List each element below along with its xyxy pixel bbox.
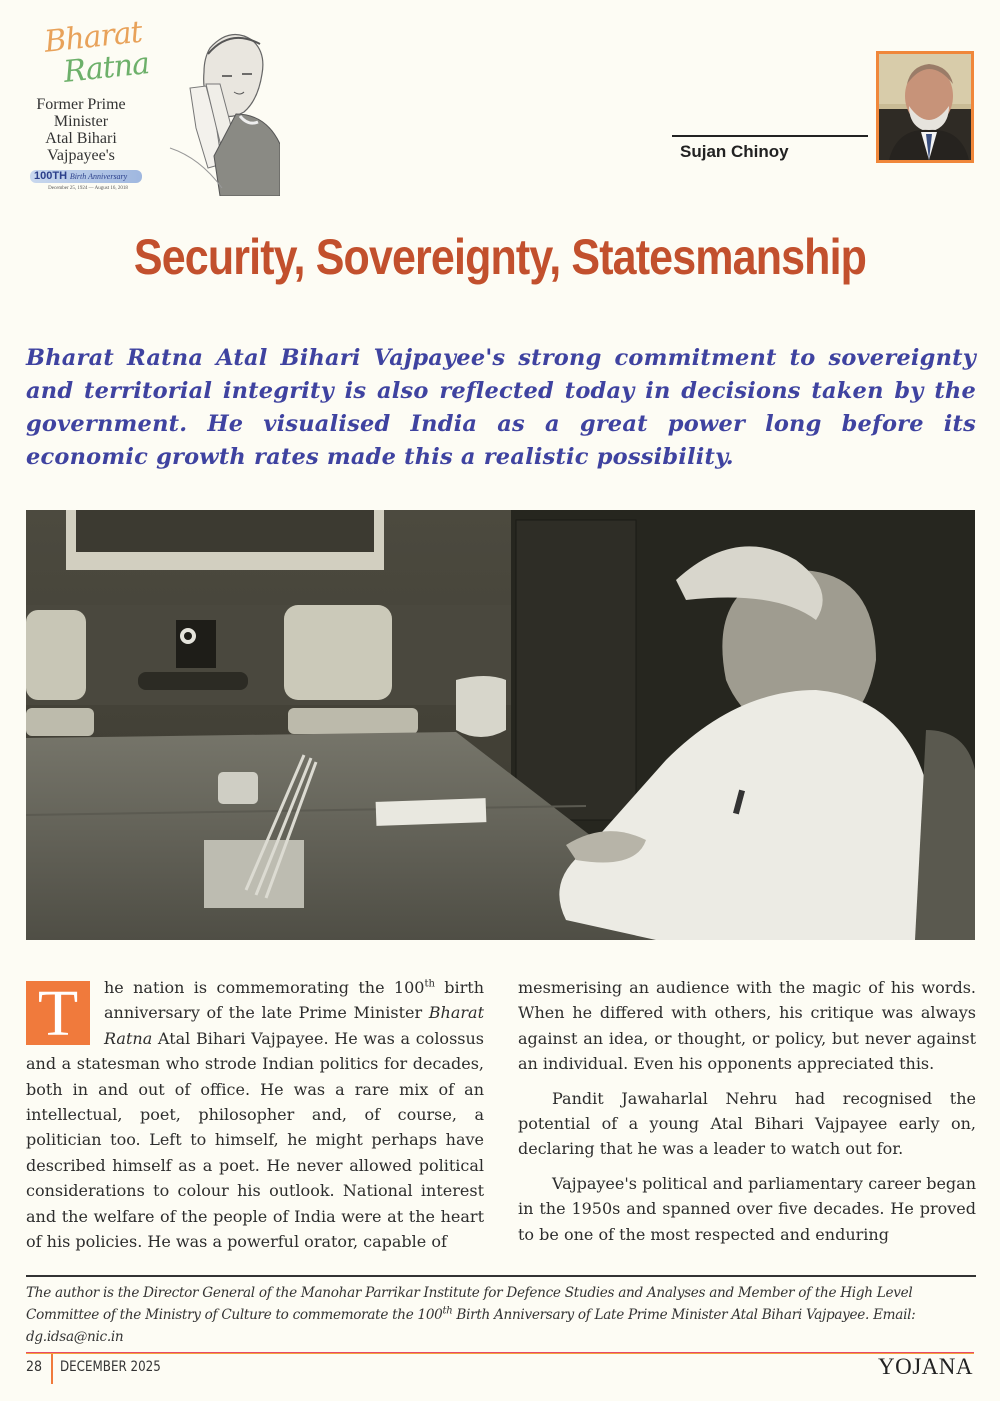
author-rule <box>672 135 868 137</box>
text-run: Birth Anniversary of Late Prime Minister Atal Bihari Vajpayee. Email: dg.idsa@nic.in <box>26 1307 916 1345</box>
footnote-rule <box>26 1275 976 1277</box>
superscript: th <box>442 1305 453 1317</box>
text-run: The author is the Director General of the Manohar Parrikar Institute for Defence Studies and Analyses and Member of the High Level Committee of the Ministry of Culture to commemorate the 100 <box>26 1285 913 1323</box>
author-footnote <box>26 1282 976 1348</box>
body-paragraph: Vajpayee's political and parliamentary career began in the 1950s and spanned over five decades. He proved to be one of the most respected and enduring <box>518 1173 976 1244</box>
caption-line: Atal Bihari <box>45 130 117 147</box>
script-line-2: Ratna <box>61 46 151 90</box>
script-line-1: Bharat <box>42 14 144 60</box>
text-run: he nation is commemorating the 100 <box>104 978 425 997</box>
text-run: Atal Bihari Vajpayee. He was a colossus and a statesman who strode Indian politics for decades, both in and out of office. He was a rare mix of an intellectual, poet, philosopher and, of course, a politician too. Left to himself, he might perhaps have described himself as a poet. He never allowed political considerations to colour his outlook. National interest and the welfare of the people of India were at the heart of his policies. He was a powerful orator, capable of <box>26 1028 484 1252</box>
magazine-name: YOJANA <box>878 1354 973 1379</box>
badge-text: Birth Anniversary <box>69 172 128 181</box>
body-column-left <box>26 975 484 1263</box>
footer-rule <box>26 1352 974 1354</box>
life-dates: December 25, 1924 — August 16, 2018 <box>48 186 128 191</box>
caption-line: Former Prime <box>36 96 126 113</box>
badge-number: 100TH <box>34 170 68 182</box>
author-name: Sujan Chinoy <box>680 142 789 161</box>
issue-date: DECEMBER 2025 <box>60 1359 161 1375</box>
article-title: Security, Sovereignty, Statesmanship <box>133 229 867 285</box>
author-portrait <box>879 54 971 160</box>
article-standfirst: Bharat Ratna Atal Bihari Vajpayee's strong commitment to sovereignty and territorial integrity is also reflected today in decisions taken by the government. He visualised India as a great power long before its economic growth rates made this a realistic possibility. <box>26 345 976 470</box>
drop-cap: T <box>26 981 90 1045</box>
italic-run: Bharat Ratna <box>104 1003 484 1048</box>
vajpayee-sketch-portrait <box>150 18 280 196</box>
text-run: birth anniversary of the late Prime Minister <box>104 978 485 1023</box>
centenary-logo <box>22 14 282 198</box>
body-column-right <box>518 975 976 1256</box>
caption-line: Vajpayee's <box>47 147 115 164</box>
author-photo <box>876 51 974 163</box>
body-paragraph: Pandit Jawaharlal Nehru had recognised the potential of a young Atal Bihari Vajpayee early on, declaring that he was a leader to watch out for. <box>518 1088 976 1159</box>
bharat-ratna-script <box>33 16 151 91</box>
article-photo <box>26 510 975 940</box>
body-paragraph <box>26 975 484 1254</box>
vajpayee-office-photo <box>26 510 975 940</box>
caption-line: Minister <box>53 113 109 130</box>
anniversary-badge <box>30 170 142 183</box>
body-paragraph: mesmerising an audience with the magic of his words. When he differed with others, his critique was always against an idea, or thought, or policy, but never against an individual. Even his opponents appreciated this. <box>518 978 976 1074</box>
footer-divider <box>51 1354 53 1384</box>
page-number: 28 <box>26 1359 43 1375</box>
superscript: th <box>424 978 435 990</box>
logo-caption <box>22 96 140 164</box>
